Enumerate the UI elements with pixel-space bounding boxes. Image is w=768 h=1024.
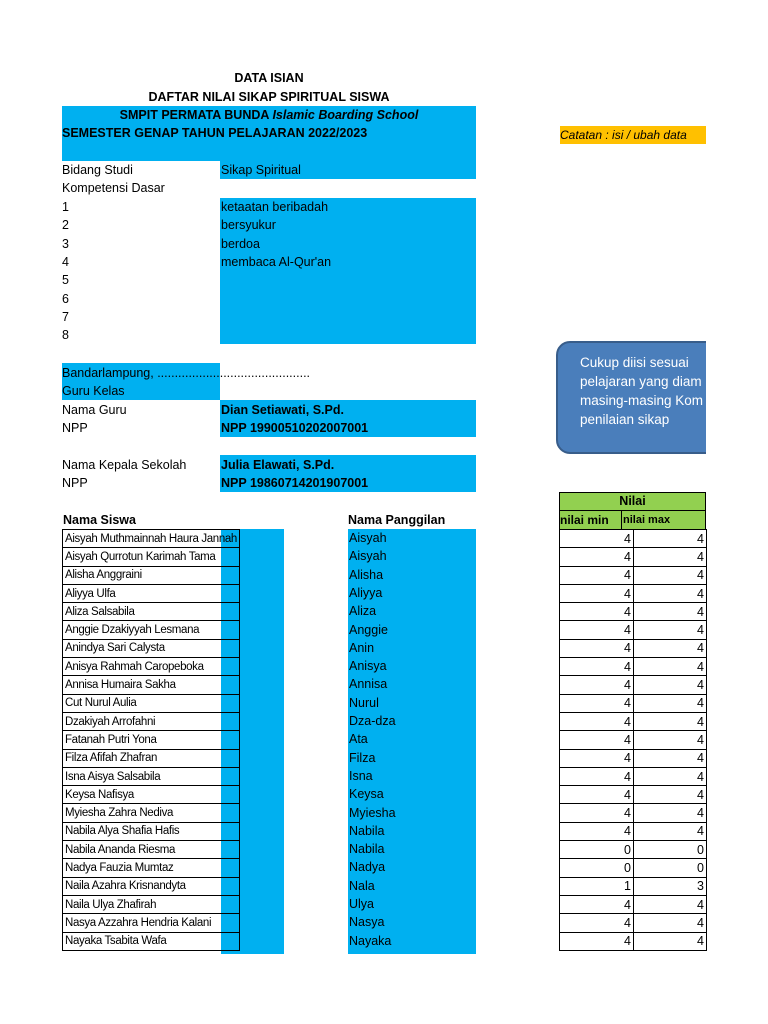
score-max-cell[interactable]: 4 <box>634 621 707 639</box>
student-name-cell[interactable]: Aliza Salsabila <box>63 603 240 621</box>
table-row <box>63 530 240 548</box>
student-name-cell[interactable]: Anindya Sari Calysta <box>63 639 240 657</box>
semester-label: SEMESTER GENAP TAHUN PELAJARAN 2022/2023 <box>62 126 368 140</box>
score-row <box>560 603 707 621</box>
student-name-cell[interactable]: Cut Nurul Aulia <box>63 694 240 712</box>
student-name-cell[interactable]: Naila Ulya Zhafirah <box>63 895 240 913</box>
callout-line: masing-masing Kom <box>580 393 704 408</box>
score-row <box>560 530 707 548</box>
score-max-cell[interactable]: 4 <box>634 822 707 840</box>
principal-name-label: Nama Kepala Sekolah <box>62 458 187 472</box>
student-name-cell[interactable]: Isna Aisya Salsabila <box>63 767 240 785</box>
score-min-cell[interactable]: 4 <box>560 804 634 822</box>
student-nickname[interactable]: Aliza <box>349 604 377 619</box>
score-row <box>560 914 707 932</box>
student-name-cell[interactable]: Nasya Azzahra Hendria Kalani <box>63 914 240 932</box>
table-row <box>63 859 240 877</box>
score-row <box>560 841 707 859</box>
student-name-cell[interactable]: Aliyya Ulfa <box>63 584 240 602</box>
student-nickname[interactable]: Aisyah <box>349 531 387 545</box>
score-min-cell[interactable]: 4 <box>560 530 634 548</box>
student-name-cell[interactable]: Filza Afifah Zhafran <box>63 749 240 767</box>
student-nickname[interactable]: Keysa <box>349 787 384 802</box>
student-nickname[interactable]: Annisa <box>349 677 388 692</box>
table-row <box>63 603 240 621</box>
competency-number: 5 <box>62 273 69 288</box>
score-row <box>560 712 707 730</box>
competency-text[interactable]: membaca Al-Qur'an <box>221 254 332 269</box>
kd-label: Kompetensi Dasar <box>62 181 165 195</box>
score-max-cell[interactable]: 4 <box>634 712 707 730</box>
student-nickname[interactable]: Nala <box>349 878 375 893</box>
table-row <box>63 694 240 712</box>
student-nickname[interactable]: Ulya <box>349 897 375 911</box>
score-row <box>560 767 707 785</box>
note-text: Catatan : isi / ubah data <box>560 128 687 142</box>
score-min-cell[interactable]: 4 <box>560 932 634 950</box>
score-min-cell[interactable]: 4 <box>560 786 634 804</box>
score-row <box>560 658 707 676</box>
score-row <box>560 584 707 602</box>
callout-line: pelajaran yang diam <box>580 374 702 389</box>
student-nickname[interactable]: Aisyah <box>349 549 387 564</box>
teacher-role-label: Guru Kelas <box>62 384 125 398</box>
table-row <box>63 548 240 566</box>
teacher-npp-label: NPP <box>62 421 88 435</box>
student-name-table <box>62 529 240 951</box>
student-nickname[interactable]: Filza <box>349 750 376 765</box>
score-max-cell[interactable]: 4 <box>634 676 707 694</box>
competency-number: 2 <box>62 218 69 233</box>
score-min-cell[interactable]: 4 <box>560 658 634 676</box>
score-max-cell[interactable]: 4 <box>634 603 707 621</box>
table-row <box>63 676 240 694</box>
student-nickname[interactable]: Alisha <box>349 567 384 582</box>
table-row <box>63 639 240 657</box>
table-row <box>63 584 240 602</box>
school-name-main: SMPIT PERMATA BUNDA <box>119 108 269 122</box>
score-min-cell[interactable]: 4 <box>560 566 634 584</box>
student-nickname[interactable]: Nasya <box>349 915 385 930</box>
student-name-cell[interactable]: Nayaka Tsabita Wafa <box>63 932 240 950</box>
score-max-cell[interactable]: 4 <box>634 914 707 932</box>
score-row <box>560 731 707 749</box>
school-name-italic: Islamic Boarding School <box>272 108 419 122</box>
document-subtitle: DAFTAR NILAI SIKAP SPIRITUAL SISWA <box>148 90 390 104</box>
score-row <box>560 566 707 584</box>
score-row <box>560 749 707 767</box>
score-row <box>560 639 707 657</box>
score-min-cell[interactable]: 4 <box>560 639 634 657</box>
score-min-cell[interactable]: 4 <box>560 767 634 785</box>
score-max-cell[interactable]: 4 <box>634 932 707 950</box>
callout-line: Cukup diisi sesuai <box>580 355 689 370</box>
table-row <box>63 877 240 895</box>
student-name-cell[interactable]: Aisyah Muthmainnah Haura Jannah <box>63 530 240 548</box>
score-row <box>560 804 707 822</box>
table-row <box>63 621 240 639</box>
principal-npp[interactable]: NPP 19860714201907001 <box>221 476 369 490</box>
student-name-cell[interactable]: Anisya Rahmah Caropeboka <box>63 658 240 676</box>
student-nickname[interactable]: Ata <box>349 732 368 747</box>
score-max-cell[interactable]: 4 <box>634 566 707 584</box>
student-name-cell[interactable]: Myiesha Zahra Nediva <box>63 804 240 822</box>
score-max-cell[interactable]: 4 <box>634 895 707 913</box>
score-min-cell[interactable]: 0 <box>560 859 634 877</box>
student-name-cell[interactable]: Nabila Alya Shafia Hafis <box>63 822 240 840</box>
score-max-cell[interactable]: 0 <box>634 841 707 859</box>
competency-text[interactable]: berdoa <box>221 236 260 251</box>
score-max-cell[interactable]: 4 <box>634 639 707 657</box>
student-nickname[interactable]: Myiesha <box>349 805 396 820</box>
score-min-cell[interactable]: 4 <box>560 603 634 621</box>
score-max-cell[interactable]: 4 <box>634 530 707 548</box>
score-min-cell[interactable]: 4 <box>560 712 634 730</box>
student-name-cell[interactable]: Fatanah Putri Yona <box>63 731 240 749</box>
score-min-cell[interactable]: 4 <box>560 731 634 749</box>
col-max-header: nilai max <box>623 514 671 526</box>
score-min-cell[interactable]: 0 <box>560 841 634 859</box>
principal-name[interactable]: Julia Elawati, S.Pd. <box>221 458 335 472</box>
student-nickname[interactable]: Dza-dza <box>349 714 396 728</box>
table-row <box>63 749 240 767</box>
table-row <box>63 932 240 950</box>
col-min-header: nilai min <box>560 513 609 527</box>
competency-text[interactable]: bersyukur <box>221 218 276 233</box>
subject-label: Bidang Studi <box>62 163 133 177</box>
nilai-subheader-divider <box>621 510 622 530</box>
competency-number: 3 <box>62 236 69 251</box>
score-row <box>560 895 707 913</box>
score-row <box>560 932 707 950</box>
score-row <box>560 786 707 804</box>
student-name-cell[interactable]: Dzakiyah Arrofahni <box>63 712 240 730</box>
student-name-cell[interactable]: Keysa Nafisya <box>63 786 240 804</box>
student-nickname[interactable]: Nadya <box>349 860 386 875</box>
student-name-cell[interactable]: Nadya Fauzia Mumtaz <box>63 859 240 877</box>
student-name-cell[interactable]: Annisa Humaira Sakha <box>63 676 240 694</box>
score-max-cell[interactable]: 4 <box>634 749 707 767</box>
score-row <box>560 859 707 877</box>
student-name-cell[interactable]: Alisha Anggraini <box>63 566 240 584</box>
score-max-cell[interactable]: 3 <box>634 877 707 895</box>
score-max-cell[interactable]: 4 <box>634 548 707 566</box>
competency-number: 4 <box>62 254 69 269</box>
table-row <box>63 566 240 584</box>
score-row <box>560 822 707 840</box>
score-table <box>559 529 707 951</box>
score-max-cell[interactable]: 0 <box>634 859 707 877</box>
student-nickname[interactable]: Nabila <box>349 842 385 857</box>
document-title: DATA ISIAN <box>234 71 304 85</box>
table-row <box>63 731 240 749</box>
score-max-cell[interactable]: 4 <box>634 658 707 676</box>
student-nickname[interactable]: Anin <box>349 640 375 655</box>
student-name-cell[interactable]: Naila Azahra Krisnandyta <box>63 877 240 895</box>
competency-number: 8 <box>62 328 69 343</box>
student-name-cell[interactable]: Anggie Dzakiyyah Lesmana <box>63 621 240 639</box>
score-max-cell[interactable]: 4 <box>634 731 707 749</box>
table-row <box>63 895 240 913</box>
score-row <box>560 621 707 639</box>
competency-number: 7 <box>62 309 69 324</box>
callout-box <box>556 341 706 454</box>
student-nickname[interactable]: Nayaka <box>349 933 392 948</box>
score-min-cell[interactable]: 1 <box>560 877 634 895</box>
score-min-cell[interactable]: 4 <box>560 621 634 639</box>
table-row <box>63 841 240 859</box>
student-nickname[interactable]: Nabila <box>349 823 385 838</box>
score-max-cell[interactable]: 4 <box>634 584 707 602</box>
score-row <box>560 877 707 895</box>
table-row <box>63 658 240 676</box>
table-row <box>63 804 240 822</box>
score-max-cell[interactable]: 4 <box>634 767 707 785</box>
student-nickname[interactable]: Anggie <box>349 622 388 637</box>
table-row <box>63 914 240 932</box>
score-min-cell[interactable]: 4 <box>560 749 634 767</box>
col-nick-header: Nama Panggilan <box>348 513 446 527</box>
competency-text[interactable]: ketaatan beribadah <box>221 200 329 214</box>
student-nickname[interactable]: Nurul <box>349 695 379 710</box>
score-row <box>560 676 707 694</box>
score-min-cell[interactable]: 4 <box>560 694 634 712</box>
place-date[interactable]: Bandarlampung, ............................................ <box>62 366 311 380</box>
competency-number: 1 <box>62 200 69 214</box>
student-name-cell[interactable]: Aisyah Qurrotun Karimah Tama <box>63 548 240 566</box>
score-min-cell[interactable]: 4 <box>560 676 634 694</box>
score-max-cell[interactable]: 4 <box>634 694 707 712</box>
student-nickname[interactable]: Isna <box>349 768 373 783</box>
score-min-cell[interactable]: 4 <box>560 822 634 840</box>
score-max-cell[interactable]: 4 <box>634 804 707 822</box>
score-row <box>560 694 707 712</box>
score-min-cell[interactable]: 4 <box>560 895 634 913</box>
teacher-name-label: Nama Guru <box>62 403 127 417</box>
table-row <box>63 822 240 840</box>
teacher-name[interactable]: Dian Setiawati, S.Pd. <box>221 403 344 417</box>
table-row <box>63 786 240 804</box>
student-nickname[interactable]: Aliyya <box>349 585 383 600</box>
student-nickname[interactable]: Anisya <box>349 659 387 674</box>
score-min-cell[interactable]: 4 <box>560 914 634 932</box>
score-min-cell[interactable]: 4 <box>560 584 634 602</box>
score-max-cell[interactable]: 4 <box>634 786 707 804</box>
callout-line: penilaian sikap <box>580 412 670 427</box>
principal-npp-label: NPP <box>62 476 88 490</box>
nilai-group-header: Nilai <box>619 494 646 508</box>
score-row <box>560 548 707 566</box>
table-row <box>63 712 240 730</box>
table-row <box>63 767 240 785</box>
student-name-cell[interactable]: Nabila Ananda Riesma <box>63 841 240 859</box>
col-name-header: Nama Siswa <box>63 513 136 527</box>
teacher-npp[interactable]: NPP 19900510202007001 <box>221 421 369 435</box>
subject-value[interactable]: Sikap Spiritual <box>221 163 301 177</box>
competency-number: 6 <box>62 291 69 306</box>
score-min-cell[interactable]: 4 <box>560 548 634 566</box>
